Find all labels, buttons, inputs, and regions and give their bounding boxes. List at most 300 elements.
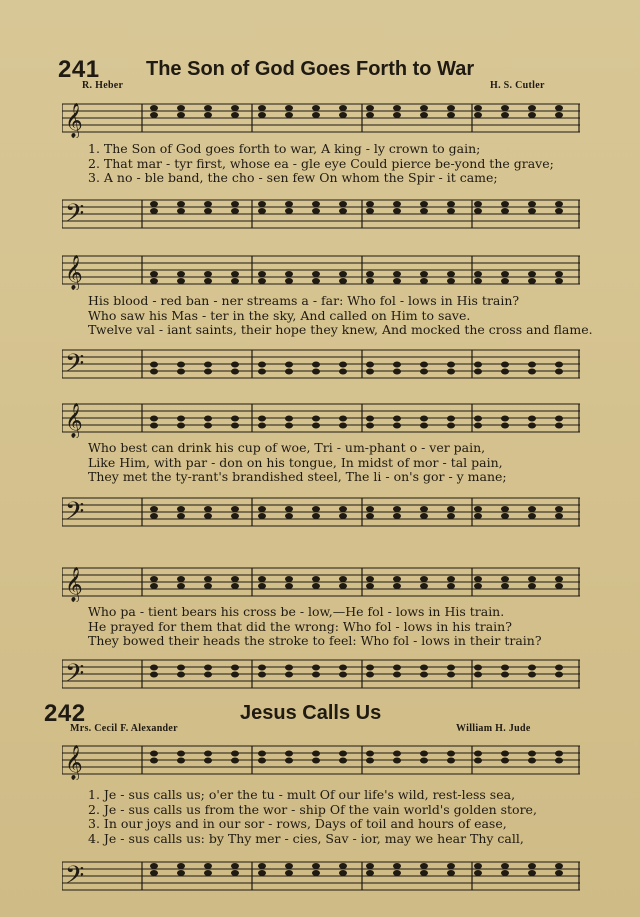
note-head (447, 362, 455, 368)
note-head (312, 672, 320, 678)
note-head (555, 758, 563, 764)
note-head (555, 369, 563, 375)
note-head (393, 513, 401, 519)
note-head (177, 758, 185, 764)
note-head (285, 863, 293, 869)
note-head (258, 423, 266, 429)
note-head (420, 506, 428, 512)
note-head (555, 672, 563, 678)
note-head (501, 105, 509, 111)
note-head (366, 423, 374, 429)
note-head (474, 751, 482, 757)
note-head (312, 271, 320, 277)
note-head (285, 271, 293, 277)
note-head (231, 870, 239, 876)
note-head (177, 672, 185, 678)
note-head (501, 362, 509, 368)
note-head (150, 416, 158, 422)
treble-staff (62, 740, 580, 780)
note-head (150, 576, 158, 582)
note-head (366, 665, 374, 671)
note-head (447, 751, 455, 757)
note-head (528, 751, 536, 757)
hymn-title-242: Jesus Calls Us (240, 702, 382, 724)
bass-clef-icon: 𝄢 (65, 659, 85, 694)
note-head (555, 863, 563, 869)
note-head (204, 513, 212, 519)
note-head (339, 506, 347, 512)
note-head (204, 105, 212, 111)
note-head (258, 278, 266, 284)
note-head (474, 416, 482, 422)
note-head (231, 271, 239, 277)
note-head (177, 201, 185, 207)
note-head (447, 423, 455, 429)
note-head (150, 369, 158, 375)
hymn-number-242: 242 (44, 700, 86, 727)
note-head (177, 362, 185, 368)
note-head (258, 105, 266, 111)
note-head (312, 665, 320, 671)
note-head (150, 672, 158, 678)
note-head (366, 271, 374, 277)
note-head (312, 423, 320, 429)
note-head (312, 506, 320, 512)
note-head (285, 870, 293, 876)
treble-clef-icon: 𝄞 (65, 103, 83, 138)
note-head (366, 208, 374, 214)
lyric-line: Who pa - tient bears his cross be - low,—He fol - lows in His train. (88, 604, 505, 619)
treble-staff (62, 398, 580, 438)
note-head (285, 423, 293, 429)
note-head (474, 513, 482, 519)
note-head (393, 423, 401, 429)
note-head (474, 423, 482, 429)
note-head (501, 112, 509, 118)
note-head (366, 506, 374, 512)
lyric-line: They met the ty-rant's brandished steel, The li - on's gor - y mane; (88, 469, 507, 485)
note-head (447, 506, 455, 512)
note-head (258, 271, 266, 277)
note-head (528, 105, 536, 111)
note-head (177, 751, 185, 757)
note-head (258, 506, 266, 512)
lyric-line: 3. In our joys and in our sor - rows, Days of toil and hours of ease, (88, 816, 507, 832)
note-head (150, 758, 158, 764)
note-head (258, 362, 266, 368)
note-head (339, 665, 347, 671)
note-head (528, 870, 536, 876)
note-head (366, 583, 374, 589)
note-head (258, 751, 266, 757)
note-head (231, 758, 239, 764)
note-head (204, 416, 212, 422)
note-head (312, 751, 320, 757)
note-head (393, 576, 401, 582)
note-head (528, 112, 536, 118)
note-head (231, 208, 239, 214)
note-head (474, 112, 482, 118)
staff-lines (62, 562, 580, 602)
lyrics-block (88, 142, 578, 186)
treble-clef-icon: 𝄞 (65, 403, 83, 438)
note-head (258, 112, 266, 118)
note-head (555, 416, 563, 422)
note-head (447, 870, 455, 876)
note-head (312, 870, 320, 876)
note-head (231, 416, 239, 422)
note-head (555, 271, 563, 277)
treble-clef-icon: 𝄞 (65, 255, 83, 290)
lyric-line: He prayed for them that did the wrong: Who fol - lows in his train? (88, 618, 512, 634)
note-head (285, 665, 293, 671)
note-head (204, 369, 212, 375)
note-head (177, 416, 185, 422)
note-head (177, 369, 185, 375)
note-head (258, 758, 266, 764)
note-head (204, 278, 212, 284)
note-head (150, 513, 158, 519)
note-head (177, 506, 185, 512)
note-head (150, 362, 158, 368)
note-head (528, 362, 536, 368)
note-head (150, 506, 158, 512)
note-head (204, 863, 212, 869)
note-head (447, 201, 455, 207)
note-head (393, 416, 401, 422)
note-head (447, 665, 455, 671)
note-head (555, 278, 563, 284)
lyric-line: They bowed their heads the stroke to feel: Who fol - lows in their train? (88, 633, 542, 649)
note-head (285, 105, 293, 111)
note-head (150, 278, 158, 284)
note-head (366, 201, 374, 207)
note-head (555, 576, 563, 582)
note-head (447, 672, 455, 678)
note-head (150, 870, 158, 876)
note-head (420, 112, 428, 118)
staff-lines (62, 98, 580, 138)
note-head (177, 870, 185, 876)
note-head (447, 863, 455, 869)
note-head (204, 208, 212, 214)
note-head (528, 278, 536, 284)
note-head (258, 576, 266, 582)
note-head (501, 278, 509, 284)
note-head (393, 105, 401, 111)
note-head (204, 271, 212, 277)
note-head (339, 513, 347, 519)
note-head (474, 758, 482, 764)
note-head (204, 672, 212, 678)
note-head (555, 665, 563, 671)
note-head (231, 105, 239, 111)
note-head (204, 362, 212, 368)
bass-staff (62, 344, 580, 384)
note-head (501, 369, 509, 375)
note-head (447, 208, 455, 214)
note-head (177, 278, 185, 284)
note-head (258, 201, 266, 207)
note-head (555, 870, 563, 876)
note-head (366, 758, 374, 764)
note-head (312, 369, 320, 375)
staff-lines (62, 344, 580, 384)
note-head (231, 201, 239, 207)
note-head (312, 201, 320, 207)
note-head (285, 208, 293, 214)
note-head (474, 870, 482, 876)
note-head (339, 112, 347, 118)
note-head (528, 863, 536, 869)
note-head (258, 863, 266, 869)
note-head (474, 672, 482, 678)
note-head (204, 201, 212, 207)
note-head (420, 208, 428, 214)
note-head (285, 758, 293, 764)
note-head (231, 278, 239, 284)
lyric-line: Twelve val - iant saints, their hope they knew, And mocked the cross and flame. (88, 322, 593, 338)
treble-staff (62, 98, 580, 138)
note-head (528, 513, 536, 519)
lyrics-block (88, 605, 578, 649)
note-head (177, 583, 185, 589)
note-head (150, 665, 158, 671)
note-head (231, 672, 239, 678)
note-head (366, 278, 374, 284)
hymn-composer-242: William H. Jude (456, 723, 531, 734)
note-head (393, 751, 401, 757)
note-head (420, 423, 428, 429)
note-head (312, 583, 320, 589)
note-head (285, 278, 293, 284)
note-head (393, 362, 401, 368)
note-head (339, 201, 347, 207)
bass-staff (62, 654, 580, 694)
staff-lines (62, 194, 580, 234)
note-head (501, 665, 509, 671)
note-head (339, 672, 347, 678)
note-head (231, 369, 239, 375)
note-head (231, 751, 239, 757)
note-head (366, 576, 374, 582)
note-head (501, 758, 509, 764)
note-head (555, 112, 563, 118)
note-head (447, 278, 455, 284)
note-head (528, 423, 536, 429)
note-head (501, 751, 509, 757)
note-head (393, 506, 401, 512)
note-head (312, 112, 320, 118)
note-head (420, 271, 428, 277)
note-head (339, 369, 347, 375)
note-head (339, 416, 347, 422)
note-head (528, 416, 536, 422)
note-head (528, 758, 536, 764)
note-head (528, 672, 536, 678)
note-head (366, 751, 374, 757)
note-head (393, 369, 401, 375)
note-head (285, 583, 293, 589)
note-head (393, 870, 401, 876)
note-head (231, 665, 239, 671)
treble-staff (62, 250, 580, 290)
note-head (528, 201, 536, 207)
note-head (312, 278, 320, 284)
note-head (312, 863, 320, 869)
staff-lines (62, 250, 580, 290)
note-head (339, 105, 347, 111)
note-head (447, 369, 455, 375)
note-head (150, 863, 158, 869)
note-head (366, 416, 374, 422)
note-head (474, 271, 482, 277)
note-head (420, 513, 428, 519)
note-head (204, 751, 212, 757)
note-head (204, 583, 212, 589)
note-head (231, 576, 239, 582)
note-head (285, 576, 293, 582)
note-head (420, 758, 428, 764)
note-head (339, 576, 347, 582)
note-head (258, 369, 266, 375)
note-head (474, 583, 482, 589)
note-head (339, 751, 347, 757)
note-head (366, 105, 374, 111)
note-head (447, 416, 455, 422)
bass-staff (62, 856, 580, 896)
note-head (231, 362, 239, 368)
note-head (420, 665, 428, 671)
lyrics-block (88, 441, 578, 485)
note-head (258, 513, 266, 519)
note-head (447, 583, 455, 589)
note-head (285, 513, 293, 519)
note-head (501, 513, 509, 519)
note-head (150, 208, 158, 214)
note-head (285, 112, 293, 118)
note-head (393, 201, 401, 207)
note-head (474, 201, 482, 207)
staff-lines (62, 654, 580, 694)
note-head (258, 416, 266, 422)
note-head (420, 576, 428, 582)
note-head (366, 112, 374, 118)
note-head (339, 271, 347, 277)
note-head (150, 105, 158, 111)
note-head (177, 863, 185, 869)
lyric-line: His blood - red ban - ner streams a - far: Who fol - lows in His train? (88, 293, 520, 308)
treble-clef-icon: 𝄞 (65, 745, 83, 780)
note-head (555, 208, 563, 214)
note-head (420, 672, 428, 678)
note-head (474, 105, 482, 111)
treble-staff (62, 562, 580, 602)
note-head (447, 513, 455, 519)
note-head (312, 576, 320, 582)
bass-clef-icon: 𝄢 (65, 199, 85, 234)
note-head (393, 672, 401, 678)
note-head (204, 423, 212, 429)
note-head (393, 665, 401, 671)
lyrics-block (88, 788, 578, 846)
note-head (285, 416, 293, 422)
note-head (204, 112, 212, 118)
note-head (420, 870, 428, 876)
note-head (420, 863, 428, 869)
note-head (555, 362, 563, 368)
note-head (150, 423, 158, 429)
note-head (285, 506, 293, 512)
note-head (447, 105, 455, 111)
hymn-title-241: The Son of God Goes Forth to War (146, 58, 475, 80)
note-head (420, 369, 428, 375)
note-head (474, 278, 482, 284)
note-head (447, 576, 455, 582)
note-head (501, 416, 509, 422)
note-head (474, 362, 482, 368)
note-head (366, 672, 374, 678)
note-head (528, 271, 536, 277)
note-head (393, 278, 401, 284)
note-head (501, 506, 509, 512)
note-head (393, 112, 401, 118)
hymn-number-241: 241 (58, 56, 100, 83)
note-head (528, 506, 536, 512)
note-head (474, 506, 482, 512)
note-head (177, 105, 185, 111)
lyric-line: 2. Je - sus calls us from the wor - ship Of the vain world's golden store, (88, 801, 537, 817)
note-head (204, 758, 212, 764)
lyric-line: 3. A no - ble band, the cho - sen few On whom the Spir - it came; (88, 170, 498, 186)
note-head (339, 208, 347, 214)
note-head (528, 583, 536, 589)
note-head (177, 423, 185, 429)
note-head (150, 201, 158, 207)
bass-staff (62, 194, 580, 234)
staff-lines (62, 856, 580, 896)
note-head (366, 369, 374, 375)
note-head (474, 369, 482, 375)
note-head (339, 362, 347, 368)
note-head (366, 362, 374, 368)
note-head (555, 105, 563, 111)
note-head (150, 583, 158, 589)
note-head (177, 208, 185, 214)
note-head (501, 423, 509, 429)
note-head (150, 271, 158, 277)
note-head (312, 416, 320, 422)
note-head (204, 506, 212, 512)
note-head (528, 369, 536, 375)
staff-lines (62, 492, 580, 532)
note-head (366, 513, 374, 519)
note-head (393, 208, 401, 214)
note-head (285, 362, 293, 368)
hymn-author-242: Mrs. Cecil F. Alexander (70, 723, 178, 734)
note-head (339, 583, 347, 589)
note-head (447, 271, 455, 277)
note-head (447, 758, 455, 764)
note-head (474, 576, 482, 582)
lyric-line: 4. Je - sus calls us: by Thy mer - cies, Sav - ior, may we hear Thy call, (88, 830, 524, 846)
note-head (231, 513, 239, 519)
note-head (555, 201, 563, 207)
staff-lines (62, 398, 580, 438)
note-head (501, 576, 509, 582)
note-head (474, 665, 482, 671)
note-head (420, 751, 428, 757)
